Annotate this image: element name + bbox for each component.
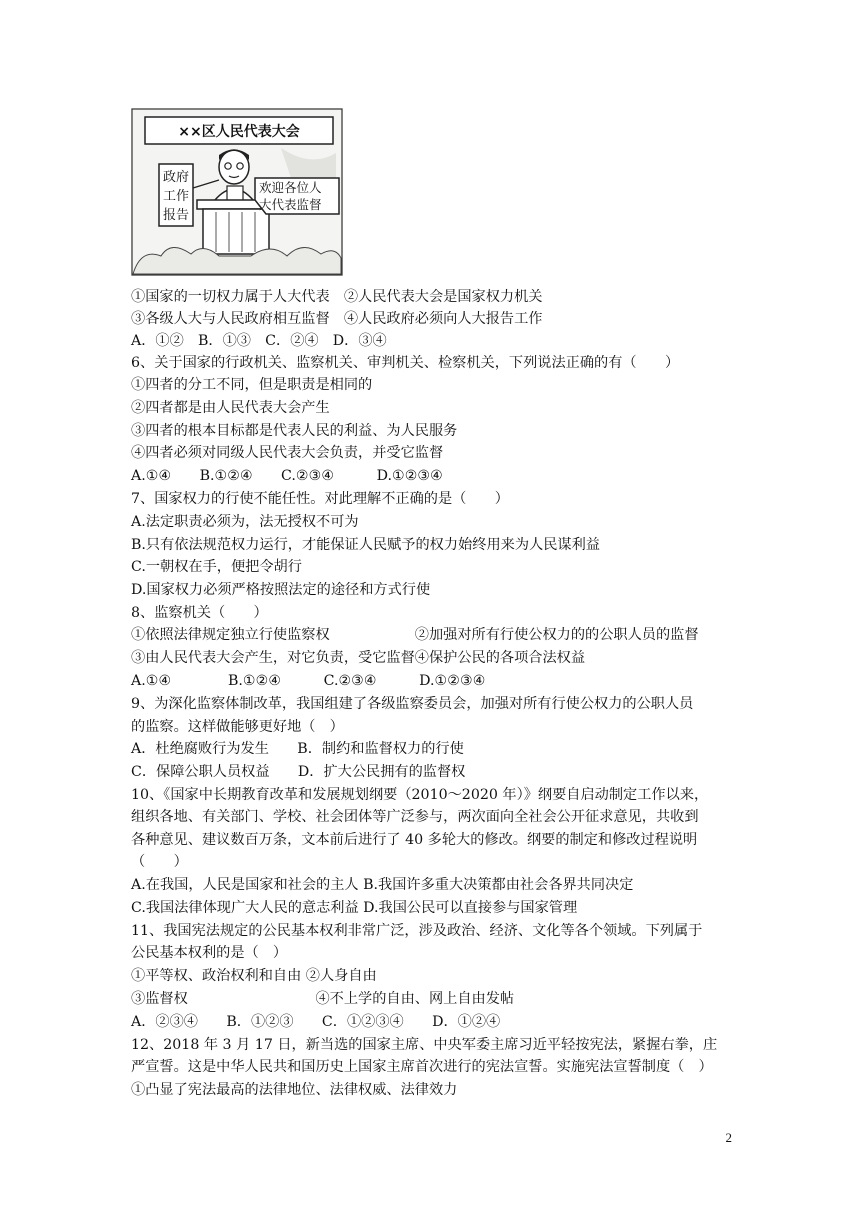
text-line-35: 严宣誓。这是中华人民共和国历史上国家主席首次进行的宪法宣誓。实施宪法宣誓制度（ ） [131,1059,713,1075]
text-line-5: ①四者的分工不同，但是职责是相同的 [131,377,373,393]
text-line-16: ①依照法律规定独立行使监察权 ②加强对所有行使公权力的的公职人员的监督 [131,627,699,643]
sign-line-2: 工作 [162,189,190,204]
question-6: 6、关于国家的行政机关、监察机关、审判机关、检察机关，下列说法正确的有（ ） [131,355,680,371]
bubble-line-2: 大代表监督 [259,197,322,212]
question-12: 12、2018 年 3 月 17 日，新当选的国家主席、中央军委主席习近平轻按宪法，紧握右拳，庄 [131,1037,718,1053]
text-line-7: ③四者的根本目标都是代表人民的利益、为人民服务 [131,423,458,439]
text-line-27: A.在我国，人民是国家和社会的主人 B.我国许多重大决策都由社会各界共同决定 [131,877,634,893]
text-line-21: A．杜绝腐败行为发生 B．制约和监督权力的行使 [131,741,464,757]
text-line-30: 公民基本权利的是（ ） [131,945,288,961]
text-line-20: 的监察。这样做能够更好地（ ） [131,719,344,735]
page-number: 2 [725,1130,732,1145]
cartoon-illustration [131,108,343,276]
text-line-12: B.只有依法规范权力运行，才能保证人民赋予的权力始终用来为人民谋利益 [131,537,600,553]
text-line-33: A．②③④ B．①②③ C．①②③④ D．①②④ [131,1014,501,1030]
speech-bubble [255,178,339,214]
sign-line-3: 报告 [162,208,190,223]
banner-text: ××区人民代表大会 [178,124,300,140]
question-9: 9、为深化监察体制改革，我国组建了各级监察委员会，加强对所有行使公权力的公职人员 [131,696,694,712]
question-11: 11、我国宪法规定的公民基本权利非常广泛，涉及政治、经济、文化等各个领域。下列属于 [131,923,703,939]
text-line-8: ④四者必须对同级人民代表大会负责，并受它监督 [131,445,444,461]
text-line-28: C.我国法律体现广大人民的意志利益 D.我国公民可以直接参与国家管理 [131,900,578,916]
text-line-3: A．①② B．①③ C．②④ D．③④ [131,333,387,349]
text-line-2: ③各级人大与人民政府相互监督 ④人民政府必须向人大报告工作 [131,311,543,327]
text-line-24: 组织各地、有关部门、学校、社会团体等广泛参与，两次面向全社会公开征求意见，共收到 [131,809,699,825]
bubble-line-1: 欢迎各位人 [259,180,322,195]
text-line-11: A.法定职责必须为，法无授权不可为 [131,514,359,530]
text-line-6: ②四者都是由人民代表大会产生 [131,400,330,416]
text-line-17: ③由人民代表大会产生，对它负责，受它监督④保护公民的各项合法权益 [131,650,586,666]
text-line-25: 各种意见、建议数百万条，文本前后进行了 40 多轮大的修改。纲要的制定和修改过程说明 [131,832,698,848]
text-line-26: （ ） [131,854,188,870]
sign-line-1: 政府 [162,170,190,185]
text-line-18: A.①④ B.①②④ C.②③④ D.①②③④ [131,673,486,689]
text-line-22: C．保障公职人员权益 D．扩大公民拥有的监督权 [131,764,466,780]
text-line-13: C.一朝权在手，便把令胡行 [131,559,302,575]
text-line-14: D.国家权力必须严格按照法定的途径和方式行使 [131,582,431,598]
text-line-31: ①平等权、政治权利和自由 ②人身自由 [131,968,377,984]
text-line-36: ①凸显了宪法最高的法律地位、法律权威、法律效力 [131,1082,458,1098]
text-line-9: A.①④ B.①②④ C.②③④ D.①②③④ [131,468,443,484]
question-8: 8、监察机关（ ） [131,605,268,621]
question-10: 10、《国家中长期教育改革和发展规划纲要（2010～2020 年）》纲要自启动制定工作以来， [131,787,709,803]
text-line-32: ③监督权 ④不上学的自由、网上自由发帖 [131,991,515,1007]
text-line-1: ①国家的一切权力属于人大代表 ②人民代表大会是国家权力机关 [131,289,543,305]
question-7: 7、国家权力的行使不能任性。对此理解不正确的是（ ） [131,491,509,507]
